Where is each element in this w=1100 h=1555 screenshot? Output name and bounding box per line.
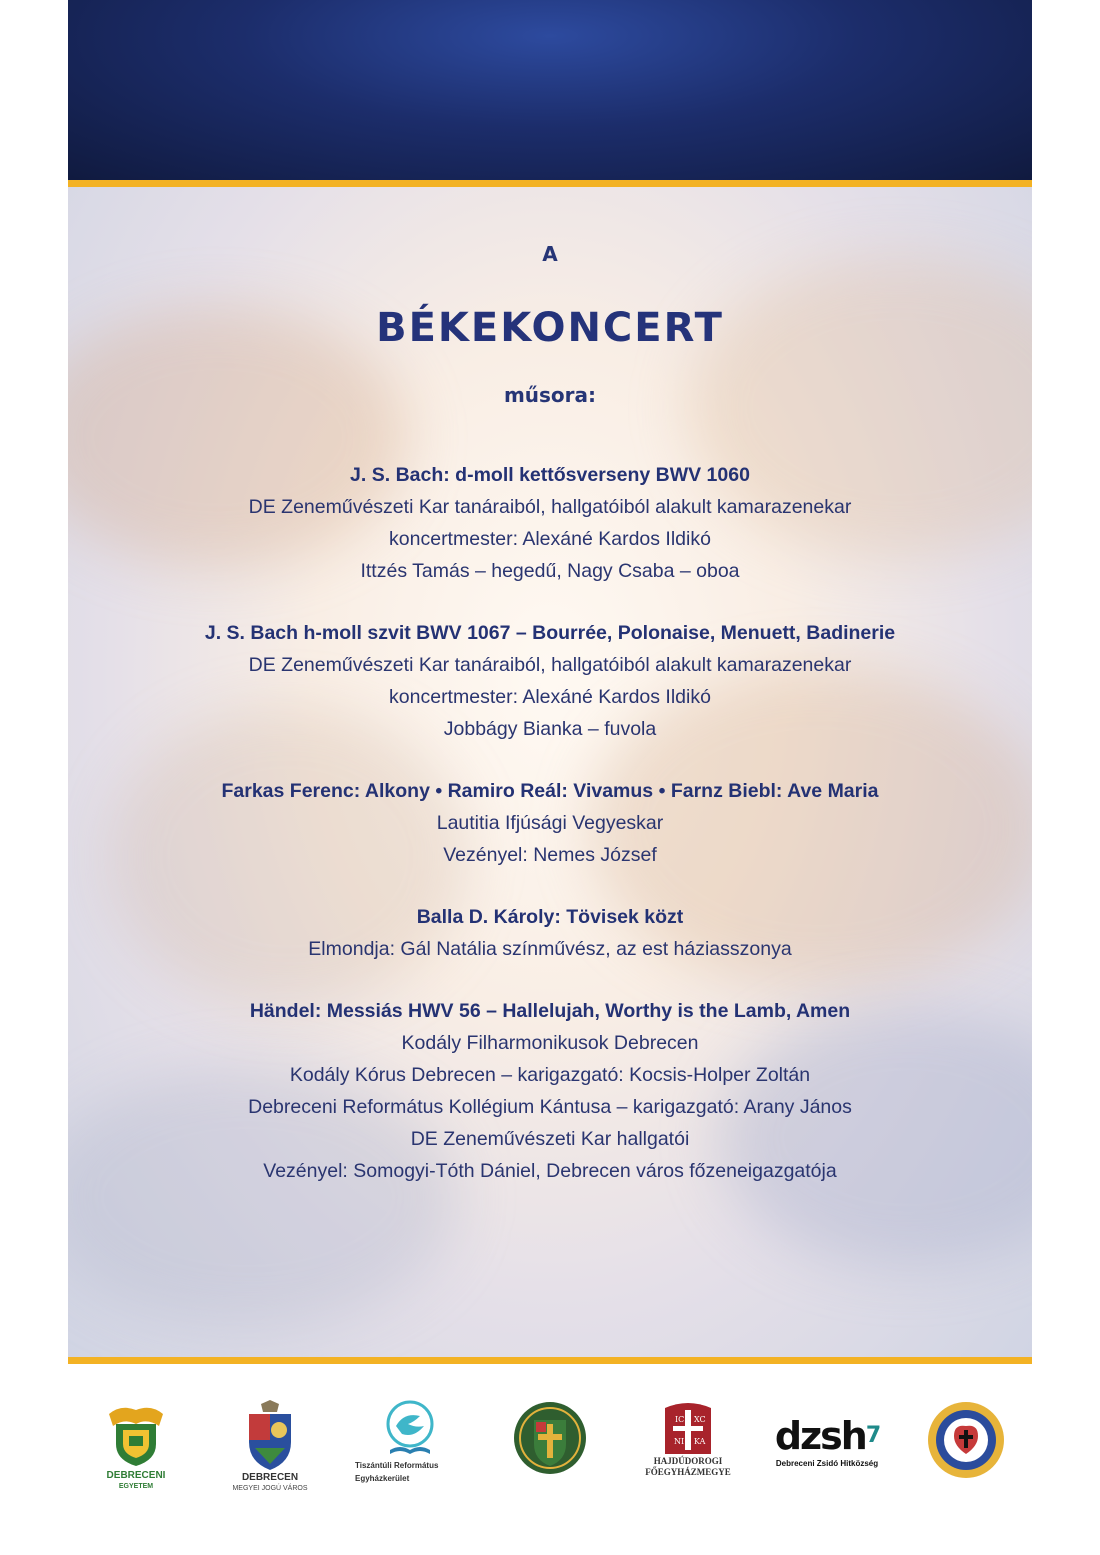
- header-band: [68, 0, 1032, 180]
- piece-title: J. S. Bach: d-moll kettősverseny BWV 1060: [350, 464, 750, 486]
- program-item: [68, 775, 1032, 871]
- logo-tiszantuli-reformatus: [350, 1400, 470, 1510]
- performer-line: DE Zeneművészeti Kar hallgatói: [410, 1128, 690, 1150]
- luther-rose-seal-icon: [926, 1400, 1006, 1480]
- performer-line: Kodály Filharmonikusok Debrecen: [401, 1032, 699, 1054]
- logo-caption: DEBRECENI: [106, 1470, 166, 1481]
- city-coat-of-arms-icon: [235, 1400, 305, 1472]
- piece-title: J. S. Bach h-moll szvit BWV 1067 – Bourrée, Polonaise, Menuett, Badinerie: [204, 622, 896, 644]
- program-item: [68, 995, 1032, 1187]
- performer-line: DE Zeneművészeti Kar tanáraiból, hallgatóiból alakult kamarazenekar: [248, 496, 852, 518]
- svg-text:KA: KA: [694, 1437, 706, 1446]
- logo-caption: Tiszántúli Református: [355, 1461, 439, 1470]
- intro-article: A: [542, 242, 558, 266]
- logo-dzsh: [762, 1400, 892, 1510]
- dzsh-wordmark: [762, 1416, 892, 1456]
- performer-line: Vezényel: Somogyi-Tóth Dániel, Debrecen város főzeneigazgatója: [263, 1160, 837, 1182]
- dzsh-seven-mark: 7: [865, 1423, 880, 1448]
- program-item: [68, 617, 1032, 745]
- page-subtitle: műsora:: [503, 383, 597, 407]
- logo-evangelical-seal: [906, 1400, 1026, 1510]
- logo-debrecen-city: [210, 1400, 330, 1510]
- performer-line: koncertmester: Alexáné Kardos Ildikó: [389, 686, 711, 708]
- bottom-gold-rule: [68, 1357, 1032, 1364]
- program-item: [68, 901, 1032, 965]
- svg-text:XC: XC: [694, 1415, 706, 1424]
- svg-text:IC: IC: [675, 1415, 685, 1424]
- performer-line: Jobbágy Bianka – fuvola: [443, 718, 657, 740]
- dzsh-mark: dzsh: [774, 1414, 866, 1458]
- performer-line: DE Zeneművészeti Kar tanáraiból, hallgatóiból alakult kamarazenekar: [248, 654, 852, 676]
- top-gold-rule: [68, 180, 1032, 187]
- performer-line: Elmondja: Gál Natália színművész, az est háziasszonya: [308, 938, 792, 960]
- logo-subcaption: MEGYEI JOGÚ VÁROS: [232, 1485, 308, 1492]
- performer-line: Debreceni Református Kollégium Kántusa – karigazgató: Arany János: [248, 1096, 852, 1118]
- piece-title: Händel: Messiás HWV 56 – Hallelujah, Worthy is the Lamb, Amen: [249, 1000, 851, 1022]
- logo-subcaption: EGYETEM: [118, 1483, 154, 1490]
- piece-title: Balla D. Károly: Tövisek közt: [416, 906, 684, 928]
- sponsor-logos: [68, 1400, 1032, 1510]
- svg-text:NI: NI: [674, 1437, 685, 1446]
- logo-church-seal-green: [490, 1400, 610, 1510]
- dove-book-icon: [380, 1400, 440, 1458]
- performer-line: Kodály Kórus Debrecen – karigazgató: Kocsis-Holper Zoltán: [289, 1064, 811, 1086]
- university-crest-icon: [101, 1400, 171, 1470]
- logo-caption: FŐEGYHÁZMEGYE: [645, 1467, 731, 1477]
- performer-line: Lautitia Ifjúsági Vegyeskar: [436, 812, 664, 834]
- piece-title: Farkas Ferenc: Alkony • Ramiro Reál: Vivamus • Farnz Biebl: Ave Maria: [221, 780, 879, 802]
- logo-caption: Egyházkerület: [355, 1474, 410, 1483]
- performer-line: Vezényel: Nemes József: [443, 844, 657, 866]
- program-list: [68, 459, 1032, 1217]
- program-item: [68, 459, 1032, 587]
- performer-line: koncertmester: Alexáné Kardos Ildikó: [389, 528, 711, 550]
- logo-caption: DEBRECEN: [241, 1472, 299, 1483]
- byzantine-cross-icon: [661, 1400, 715, 1456]
- page-title: BÉKEKONCERT: [376, 305, 724, 351]
- church-seal-icon: [512, 1400, 588, 1476]
- logo-caption: Debreceni Zsidó Hitközség: [775, 1459, 879, 1468]
- performer-line: Ittzés Tamás – hegedű, Nagy Csaba – oboa: [360, 560, 740, 582]
- logo-caption: HAJDÚDOROGI: [653, 1456, 723, 1466]
- logo-hajdudorogi-foegyhazmegye: [628, 1400, 748, 1510]
- logo-debreceni-egyetem: [76, 1400, 196, 1510]
